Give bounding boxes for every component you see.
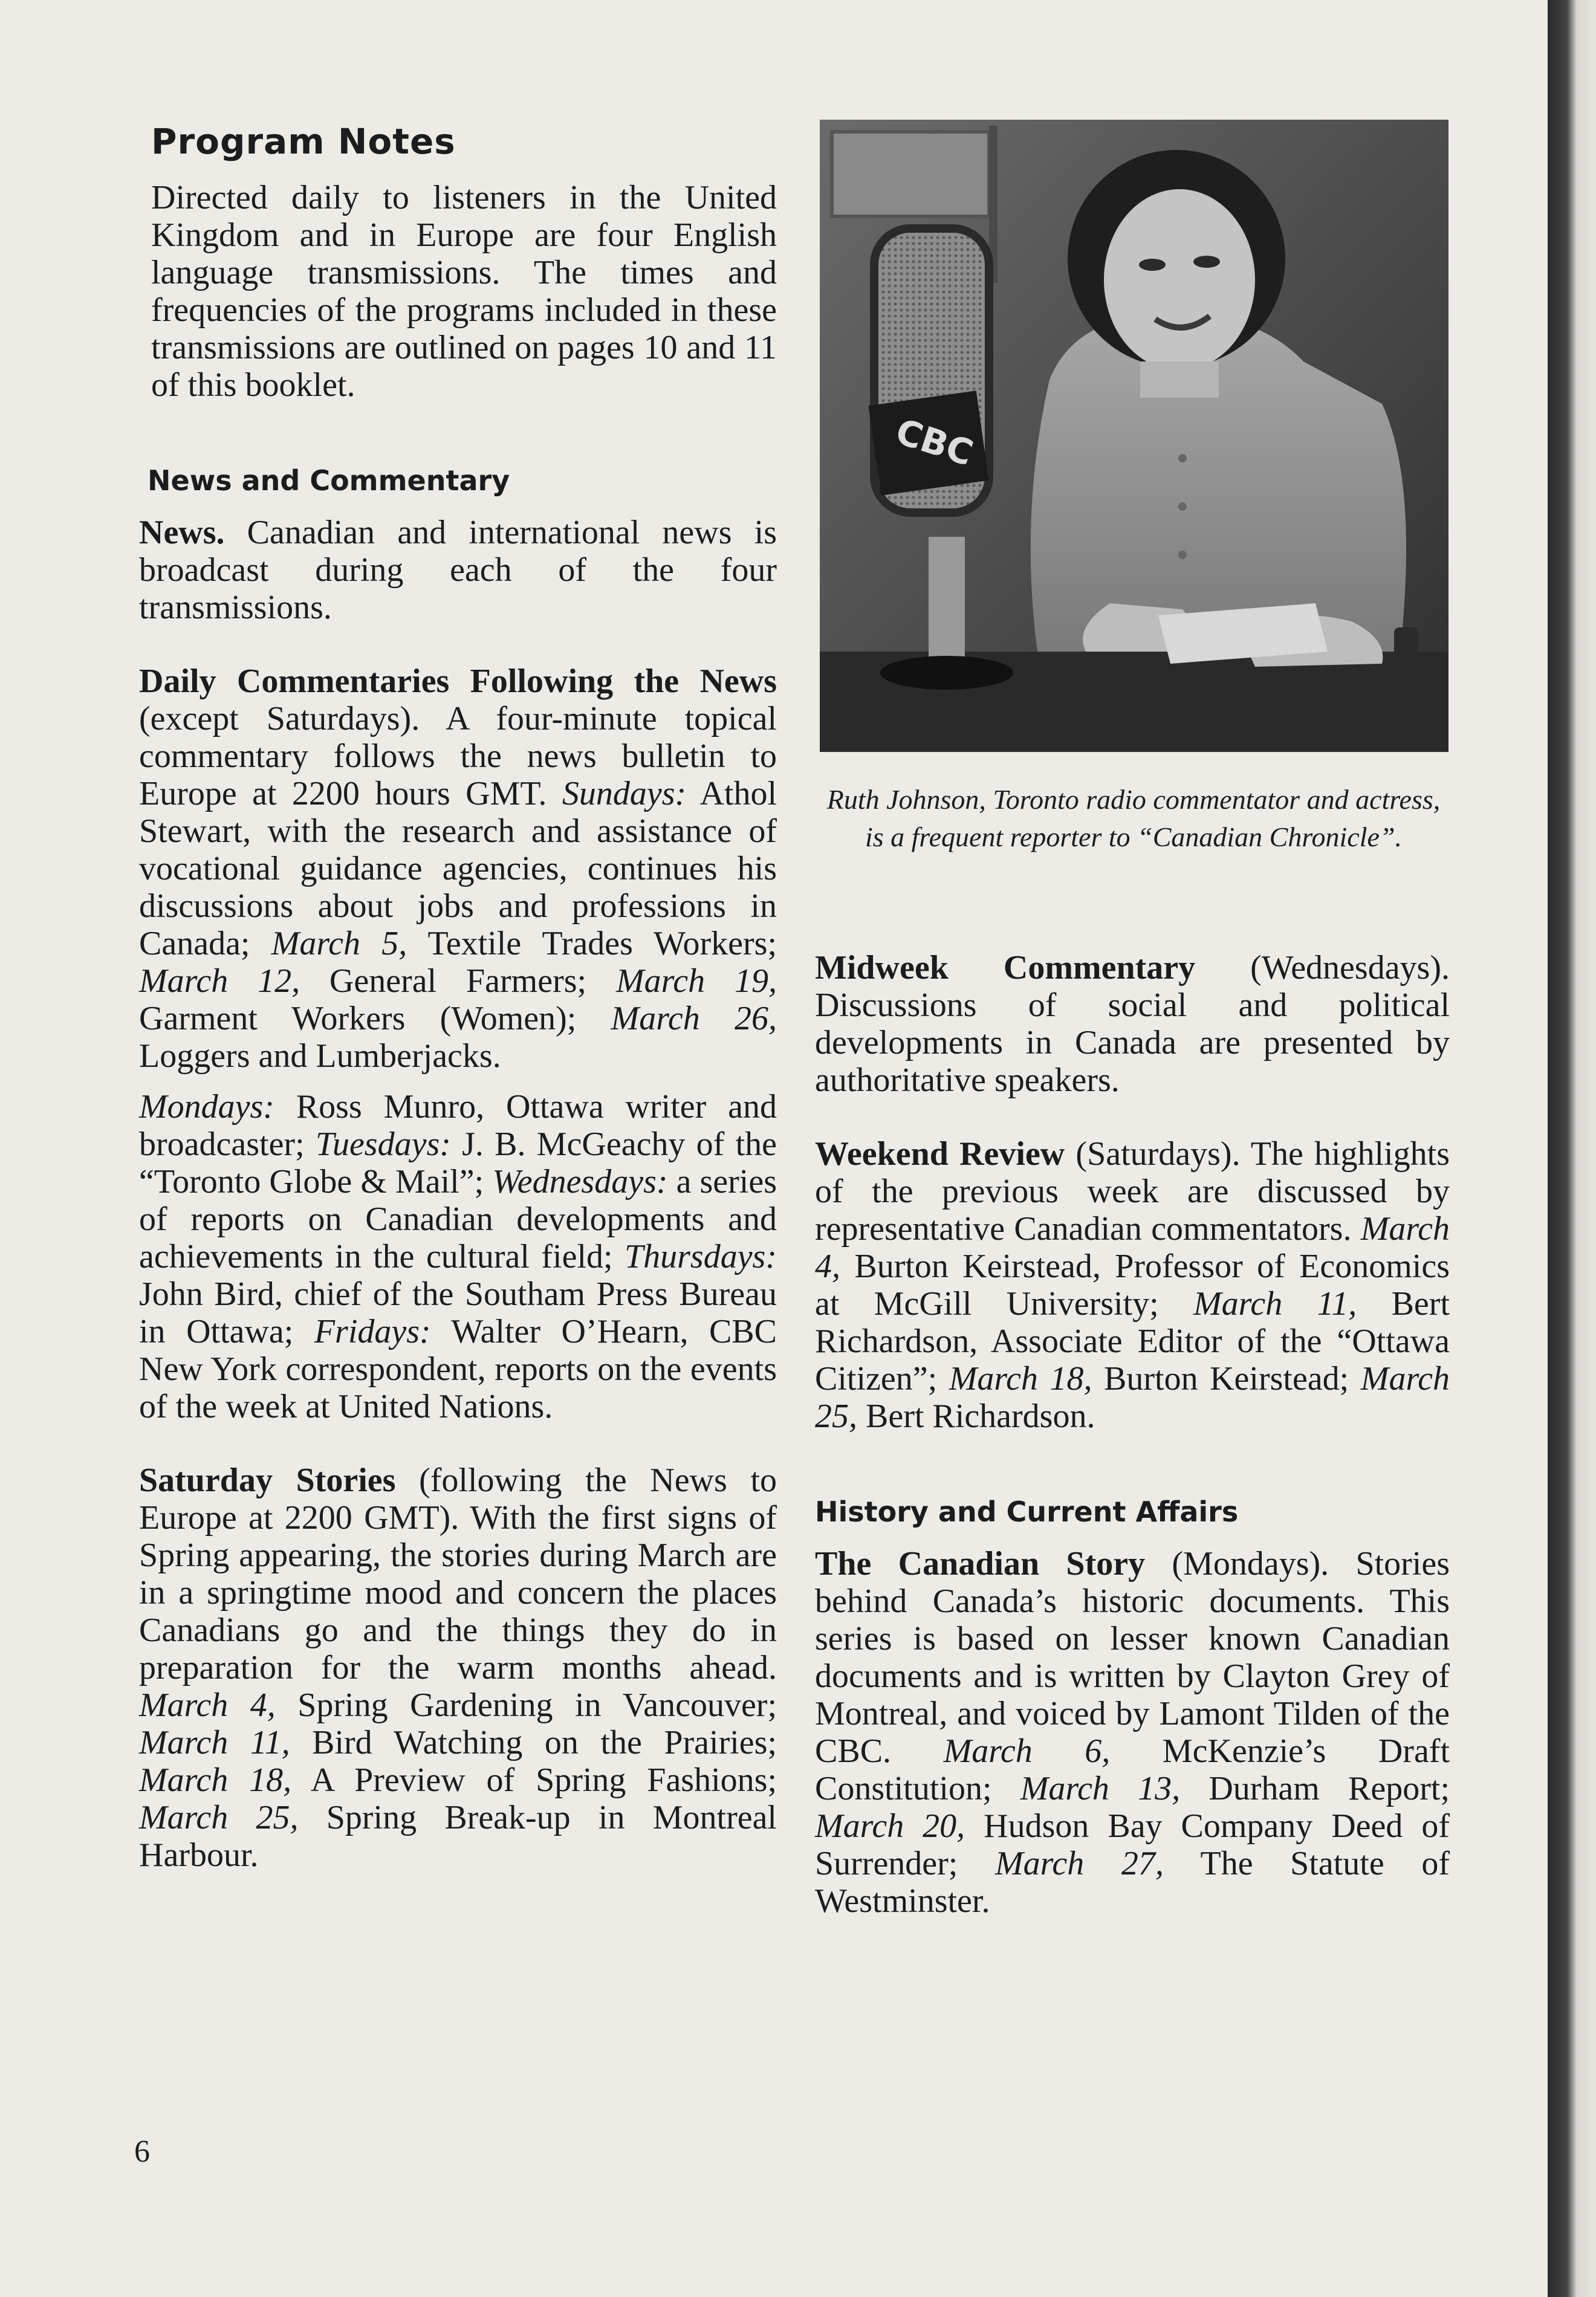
saturday-text: Spring Break-up in Montreal Harbour. <box>139 1799 777 1874</box>
weekday-label: Mondays: <box>139 1088 274 1126</box>
weekend-text: Burton Keirstead, Professor of Economics at McGill University; <box>815 1248 1450 1323</box>
daily-date: March 19, <box>615 962 777 1000</box>
midweek-commentary-paragraph <box>815 949 1450 1099</box>
weekday-label: Tuesdays: <box>315 1126 451 1163</box>
weekday-label: Thursdays: <box>624 1238 777 1275</box>
daily-text: Textile Trades Workers; <box>407 925 777 962</box>
weekday-text: John Bird, chief of the Southam Press Bureau in Ottawa; <box>139 1275 777 1350</box>
weekday-text: Walter O’Hearn, CBC New York correspondent, reports on the events of the week at United Nations. <box>139 1313 777 1425</box>
canadian-story-text: McKenzie’s Draft Constitution; <box>815 1732 1450 1807</box>
weekend-date: March 4, <box>815 1210 1450 1285</box>
weekday-label: Wednesdays: <box>492 1163 668 1200</box>
canadian-story-date: March 20, <box>815 1807 965 1845</box>
weekend-text: Bert Richardson. <box>857 1398 1095 1435</box>
daily-commentaries-paragraph <box>139 663 777 1075</box>
news-text: Canadian and international news is broadcast during each of the four transmissions. <box>139 514 777 626</box>
daily-lead: Daily Commentaries Following the News <box>139 663 777 700</box>
saturday-date: March 4, <box>139 1686 276 1724</box>
saturday-date: March 18, <box>139 1761 292 1799</box>
weekend-text: Bert Richardson, Associate Editor of the “Ottawa Citizen”; <box>815 1285 1450 1398</box>
weekend-text: Burton Keirstead; <box>1092 1360 1361 1398</box>
photo-caption: Ruth Johnson, Toronto radio commentator and actress, is a frequent reporter to “Canadian Chronicle”. <box>826 784 1441 852</box>
saturday-lead: Saturday Stories <box>139 1462 396 1499</box>
saturday-text: Spring Gardening in Vancouver; <box>275 1686 777 1724</box>
daily-date: March 26, <box>611 1000 777 1037</box>
photo-illustration <box>820 120 1448 752</box>
right-column <box>815 949 1450 1956</box>
news-paragraph <box>139 514 777 626</box>
saturday-date: March 11, <box>139 1724 290 1761</box>
daily-text: Garment Workers (Women); <box>139 1000 611 1037</box>
saturday-text: A Preview of Spring Fashions; <box>291 1761 777 1799</box>
wristwatch <box>1394 627 1418 664</box>
daily-text: Loggers and Lumberjacks. <box>139 1037 501 1075</box>
weekday-label: Fridays: <box>314 1313 431 1350</box>
canadian-story-text: The Statute of Westminster. <box>815 1845 1450 1920</box>
weekday-text: J. B. McGeachy of the “Toronto Globe & Mail”; <box>139 1126 777 1200</box>
saturday-date: March 25, <box>139 1799 299 1836</box>
news-lead: News. <box>139 514 225 551</box>
daily-date: March 12, <box>139 962 300 1000</box>
binding-edge <box>1548 0 1596 2297</box>
history-subheading: History and Current Affairs <box>815 1495 1239 1528</box>
left-column <box>139 121 777 1910</box>
page-number: 6 <box>134 2134 150 2169</box>
midweek-text: (Wednesdays). Discussions of social and political developments in Canada are presented by authoritative speakers. <box>815 949 1450 1099</box>
ruth-johnson-photo <box>820 120 1448 752</box>
weekend-date: March 25, <box>815 1360 1450 1435</box>
weekday-commentators-paragraph <box>139 1088 777 1425</box>
wall-picture <box>832 132 989 216</box>
mic-cbc-label: CBC <box>890 410 978 474</box>
weekend-lead: Weekend Review <box>815 1135 1065 1173</box>
canadian-story-date: March 27, <box>995 1845 1164 1882</box>
saturday-text: Bird Watching on the Prairies; <box>290 1724 777 1761</box>
weekend-text: (Saturdays). The highlights of the previous week are discussed by representative Canadian commentators. <box>815 1135 1450 1248</box>
canadian-story-date: March 13, <box>1020 1770 1181 1807</box>
daily-date: March 5, <box>271 925 407 962</box>
daily-text: (except Saturdays). A four-minute topical commentary follows the news bulletin to Europe at 2200 hours GMT. <box>139 700 777 812</box>
weekday-text: Ross Munro, Ottawa writer and broadcaster; <box>139 1088 777 1163</box>
canadian-story-paragraph <box>815 1545 1450 1920</box>
weekday-text: a series of reports on Canadian developments and achievements in the cultural field; <box>139 1163 777 1275</box>
canadian-story-text: (Mondays). Stories behind Canada’s historic documents. This series is based on lesser known Canadian documents and is written by Clayton Grey of Montreal, and voiced by Lamont Tilden of the CBC. <box>815 1545 1450 1770</box>
weekend-review-paragraph <box>815 1135 1450 1435</box>
daily-text: General Farmers; <box>300 962 616 1000</box>
midweek-lead: Midweek Commentary <box>815 949 1196 987</box>
canadian-story-text: Hudson Bay Company Deed of Surrender; <box>815 1807 1450 1882</box>
saturday-text: (following the News to Europe at 2200 GMT). With the first signs of Spring appearing, the stories during March are in a springtime mood and concern the places Canadians go and the things they do in preparation for the warm months ahead. <box>139 1462 777 1686</box>
page-title: Program Notes <box>151 121 456 162</box>
canadian-story-lead: The Canadian Story <box>815 1545 1146 1583</box>
daily-text: Athol Stewart, with the research and assistance of vocational guidance agencies, continues his discussions about jobs and professions in Canada; <box>139 775 777 962</box>
weekend-date: March 18, <box>949 1360 1092 1398</box>
weekend-date: March 11, <box>1193 1285 1357 1323</box>
saturday-stories-paragraph <box>139 1462 777 1874</box>
person-face <box>1104 189 1255 371</box>
canadian-story-date: March 6, <box>943 1732 1111 1770</box>
news-commentary-subheading: News and Commentary <box>148 464 510 497</box>
intro-paragraph: Directed daily to listeners in the United Kingdom and in Europe are four English language transmissions. The times and frequencies of the programs included in these transmissions are outlined on pages 10 and 11 of this booklet. <box>151 179 777 404</box>
daily-day: Sundays: <box>562 775 687 812</box>
canadian-story-text: Durham Report; <box>1180 1770 1450 1807</box>
microphone-stand <box>929 537 965 664</box>
